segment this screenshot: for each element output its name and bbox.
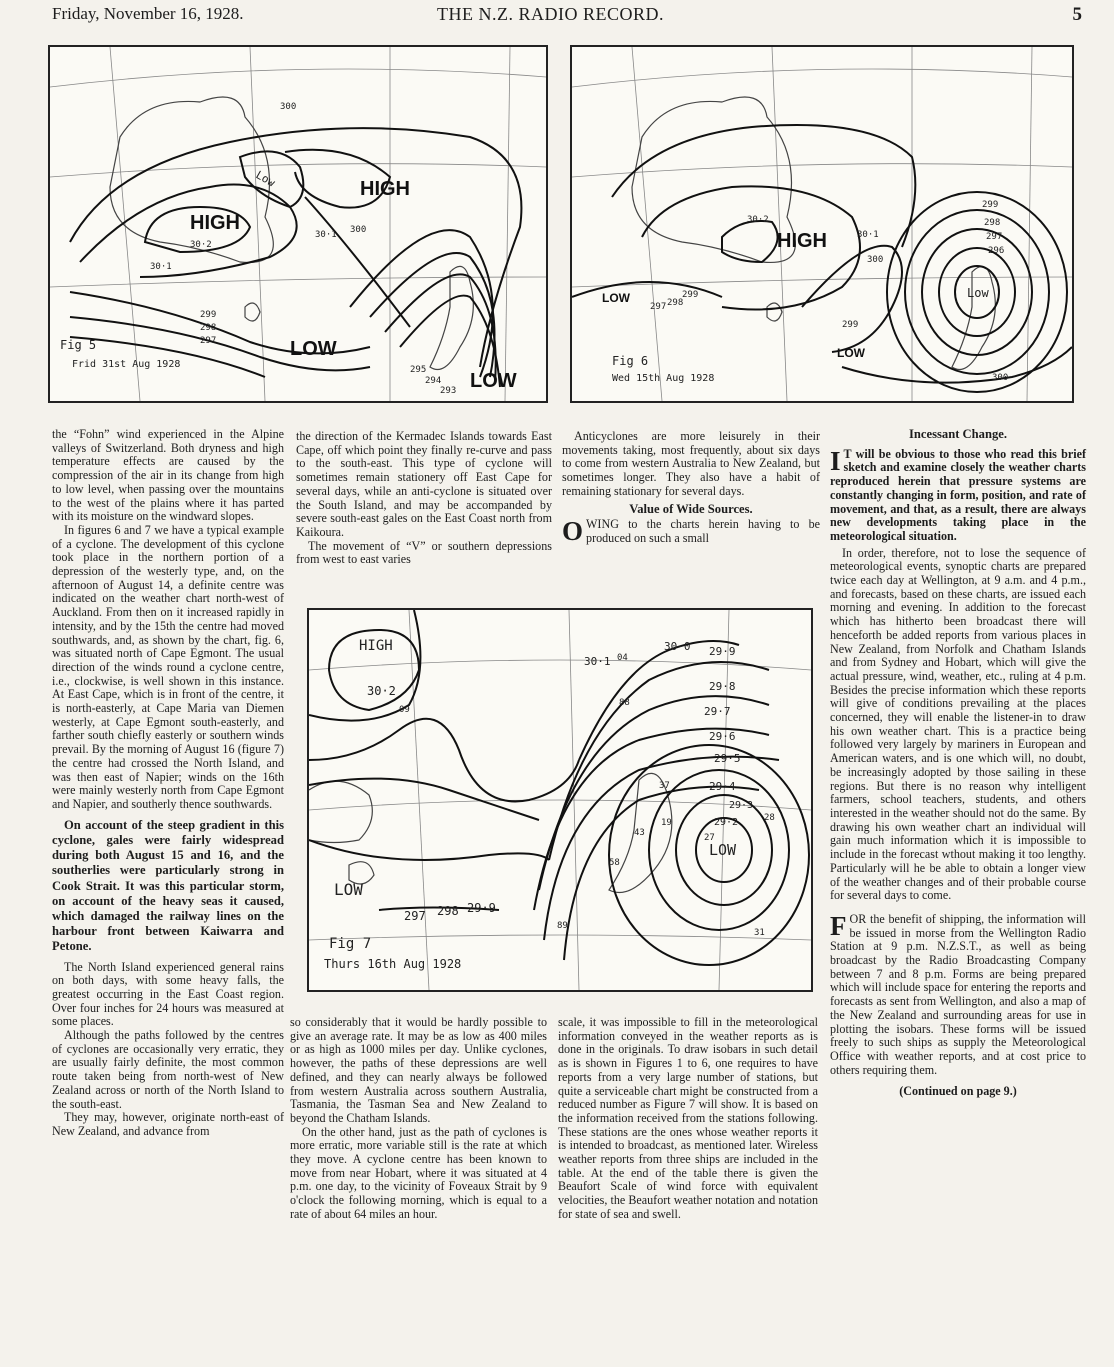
- col3-paragraph-2: WING to the charts herein having to be produced on such a small: [586, 517, 820, 545]
- fig5-caption: Fig 5: [60, 338, 97, 352]
- article-column-2-bottom: [290, 1016, 547, 1222]
- fig5-isobar-299: 299: [200, 310, 217, 320]
- fig5-isobar-297: 297: [200, 336, 217, 346]
- fig5-label-high-2: HIGH: [360, 178, 410, 200]
- fig6-isobar-296: 296: [988, 246, 1005, 256]
- issue-date: Friday, November 16, 1928.: [52, 4, 244, 23]
- page-number: 5: [1072, 4, 1082, 25]
- fig7-isobar-298: 29·8: [709, 680, 736, 693]
- col4-paragraph-2: In order, therefore, not to lose the sequence of meteorological events, synoptic charts are prepared twice each day at Wellington, at 9 a.m. and 4 p.m., and forecasts, based on these charts, are issued each morning and evening. In addition to the forecast which has hitherto been broadcast there will henceforth be added reports from various places in New Zealand, from Norfolk and Chatham Islands and from Sydney and Hobart, which will give the actual pressure, wind, weather, etc., ruling at 4 p.m. Besides the precise information which these reports will give of conditions prevailing at the places concerned, they will enable the listener-in to draw his own weather chart. This is a practice being followed very largely by mariners in European and American waters, and is one which will, no doubt, be increasingly adopted by those sailing in these regions. But there is no reason why intelligent farmers, school teachers, students, and others interested in the weather should not do the same. By drawing his own weather chart an individual will gain much information which it is impossible to include in the forecast wthout making it too lengthy. Particularly will he be able to obtain a longer view of the weather changes and of their probable course for several days to come.: [830, 545, 1086, 903]
- weather-chart-fig7: [307, 608, 813, 992]
- fig6-isobar-297b: 297: [986, 232, 1003, 242]
- fig7-isobar-292: 29·2: [714, 817, 739, 828]
- fig6-isobar-302: 30·2: [747, 215, 769, 225]
- fig7-station-27: 27: [704, 833, 715, 843]
- fig5-label-low-1: LOW: [290, 338, 337, 360]
- fig5-isobar-295: 295: [410, 365, 427, 375]
- col4-drop-cap-1: I: [830, 445, 841, 476]
- fig6-label-low-1: LOW: [602, 291, 630, 305]
- fig7-station-89: 89: [557, 921, 568, 931]
- fig7-isobar-299b: 29·9: [467, 901, 496, 915]
- fig7-isobar-301: 30·1: [584, 655, 611, 668]
- fig6-isobar-299: 299: [682, 290, 699, 300]
- fig5-isobar-301: 30·1: [150, 262, 172, 272]
- col4-drop-cap-2: F: [830, 910, 847, 941]
- fig7-station-58: 58: [609, 858, 620, 868]
- page-header: [52, 4, 1082, 30]
- fig6-isobar-298: 298: [667, 298, 684, 308]
- fig5-isobar-298: 298: [200, 323, 217, 333]
- fig7-isobar-295: 29·5: [714, 752, 741, 765]
- fig5-label-low-2: LOW: [470, 370, 517, 392]
- fig7-isobar-302: 30·2: [367, 684, 396, 698]
- fig5-label-high-1: HIGH: [190, 212, 240, 234]
- fig7-label-low-center: LOW: [709, 841, 737, 859]
- fig7-isobar-293: 29·3: [729, 800, 754, 811]
- fig6-label-high: HIGH: [777, 230, 827, 252]
- fig6-isobar-301: 30·1: [857, 230, 879, 240]
- publication-title: THE N.Z. RADIO RECORD.: [437, 4, 664, 24]
- fig7-label-high: HIGH: [359, 638, 393, 654]
- col1-paragraph-2: In figures 6 and 7 we have a typical example of a cyclone. The development of this cyclone took place in the northern portion of a depression of the westerly type, and, on the afternoon of August 14, a definite centre was indicated on the weather chart north-west of Auckland. From then on it increased rapidly in intensity, and by the 15th the centre had moved southwards, and, as shown by the chart, fig. 6, was situated north of Cape Egmont. The usual direction of the winds round a cyclone centre, i.e., clockwise, is well shown in this instance. At East Cape, which is in front of the centre, it is north-easterly, at Cape Maria van Diemen westerly, at Cape Egmont south-easterly, and farther south chiefly easterly or southern winds prevail. By the morning of August 16 (figure 7) the centre had crossed the North Island, and was then east of Napier; winds on the 16th were mainly westerly north from Cape Egmont and Napier, and southerly thence southwards.: [52, 522, 284, 811]
- fig5-isobar-300b: 300: [350, 225, 367, 235]
- continued-note: (Continued on page 9.): [899, 1084, 1017, 1099]
- fig6-isobar-299b: 299: [982, 200, 999, 210]
- fig6-isobar-299c: 299: [842, 320, 859, 330]
- col4-paragraph-1: T will be obvious to those who read this brief sketch and examine closely the weather charts reproduced herein that pressure systems are constantly changing in form, position, and rate of movement, and that, as a result, there are always new developments taking place in the meteorological situation.: [830, 446, 1086, 543]
- fig7-isobar-297b: 297: [404, 909, 426, 923]
- fig7-station-09: 09: [399, 705, 410, 715]
- fig7-isobar-298b: 298: [437, 904, 459, 918]
- fig6-svg: [572, 47, 1072, 401]
- article-column-3-top: [562, 430, 820, 546]
- col2b-paragraph-1: so considerably that it would be hardly possible to give an average rate. It may be as low as 400 miles or as high as 1000 miles per day. Unlike cyclones, however, the paths of these depressions are well defined, and they can nearly always be followed from western Australia across southern Australia, Tasmania, the Tasman Sea and New Zealand to beyond the Chatham Islands.: [290, 1015, 547, 1125]
- col1-bold-paragraph: On account of the steep gradient in this cyclone, gales were fairly widespread during both August 15 and 16, and the southerlies were particularly strong in Cook Strait. It was this particular storm, on account of the heavy seas it caused, which damaged the railway lines on the harbour front between Kaiwarra and Petone.: [52, 817, 284, 954]
- fig7-isobar-300: 30·0: [664, 640, 691, 653]
- fig7-caption: Fig 7: [329, 936, 372, 952]
- fig5-isobar-294: 294: [425, 376, 442, 386]
- fig6-isobar-297: 297: [650, 302, 667, 312]
- fig5-svg: [50, 47, 546, 401]
- col2b-paragraph-2: On the other hand, just as the path of cyclones is more erratic, more variable still is the rate at which they move. A cyclone centre has been known to move from near Hobart, where it was situated at 4 p.m. one day, to the vicinity of Foveaux Strait by 9 o'clock the following morning, which is equal to a rate of about 64 miles an hour.: [290, 1124, 547, 1221]
- col1-paragraph-3: The North Island experienced general rains on both days, with some heavy falls, the greatest occurring in the East Coast region. Over four inches for 24 hours was measured at some places.: [52, 959, 284, 1029]
- fig7-isobar-294: 29·4: [709, 780, 736, 793]
- fig6-caption: Fig 6: [612, 354, 649, 368]
- fig5-isobar-301b: 30·1: [315, 230, 337, 240]
- col3b-paragraph-1: scale, it was impossible to fill in the meteorological information conveyed in the weather reports as is done in the originals. To draw isobars in such detail as is shown in Figures 1 to 6, one requires to have reports from a very large number of stations, but quite a serviceable chart might be constructed from a reduced number as Figure 7 will show. It is based on the information received from the stations following. These stations are the ones whose weather reports it is intended to broadcast, as mentioned later. Wireless weather reports from three ships are included in the table. At the end of the table there is given the Beaufort Scale of wind force with equivalent velocities, the Beaufort weather notation and notation for state of sea and swell.: [558, 1015, 818, 1221]
- article-column-1: [52, 428, 284, 1139]
- fig7-label-low-1: LOW: [334, 880, 363, 899]
- weather-chart-fig5: [48, 45, 548, 403]
- col4-heading: Incessant Change.: [909, 427, 1007, 441]
- fig7-isobar-299: 29·9: [709, 645, 736, 658]
- fig5-label-low-small: Low: [253, 168, 278, 190]
- col1-paragraph-4: Although the paths followed by the centres of cyclones are occasionally very erratic, they are usually fairly definite, the most common route taken being from north-west of New Zealand across or north of the North Island to the south-east.: [52, 1028, 284, 1111]
- fig6-label-low-center: Low: [967, 286, 989, 300]
- fig7-station-31: 31: [754, 928, 765, 938]
- fig7-station-37: 37: [659, 781, 670, 791]
- fig7-svg: [309, 610, 811, 990]
- fig6-date: Wed 15th Aug 1928: [612, 373, 715, 384]
- fig7-isobar-296: 29·6: [709, 730, 736, 743]
- fig7-station-28: 28: [764, 813, 775, 823]
- fig7-station-19: 19: [661, 818, 672, 828]
- fig5-isobar-300: 300: [280, 102, 297, 112]
- col3-drop-cap: O: [562, 516, 584, 547]
- col3-paragraph-1: Anticyclones are more leisurely in their movements taking, most frequently, about six days to come from western Australia to New Zealand, but sometimes longer. They also have a habit of remaining stationary for several days.: [562, 429, 820, 498]
- fig7-date: Thurs 16th Aug 1928: [324, 957, 462, 971]
- col3-heading: Value of Wide Sources.: [629, 501, 753, 516]
- fig6-isobar-298b: 298: [984, 218, 1001, 228]
- article-column-4: [830, 428, 1086, 1099]
- fig6-isobar-300b: 300: [992, 373, 1009, 383]
- weather-chart-fig6: [570, 45, 1074, 403]
- fig7-station-43: 43: [634, 828, 645, 838]
- article-column-3-bottom: [558, 1016, 818, 1222]
- fig5-isobar-293: 293: [440, 386, 457, 396]
- col2-paragraph-1: the direction of the Kermadec Islands towards East Cape, off which point they finally re-curve and pass to the south-east. This type of cyclone will sometimes remain stationery off East Cape for several days, while an anti-cyclone is situated over the South Island, and may be accompanded by severe south-east gales on the East Coast north from Kaikoura.: [296, 429, 552, 539]
- col2-paragraph-2: The movement of “V” or southern depressions from west to east varies: [296, 538, 552, 567]
- fig6-label-low-2: LOW: [837, 346, 865, 360]
- col1-paragraph-1: the “Fohn” wind experienced in the Alpine valleys of Switzerland. Both dryness and high temperature effects are caused by the compression of the air in its change from high to low level, when passing over the mountains to the west of the plains where it has parted with its moisture on the windward slopes.: [52, 427, 284, 524]
- fig6-isobar-300: 300: [867, 255, 884, 265]
- fig7-station-88: 88: [619, 698, 630, 708]
- fig7-station-04: 04: [617, 653, 628, 663]
- article-column-2-top: [296, 430, 552, 567]
- fig5-date: Frid 31st Aug 1928: [72, 359, 181, 370]
- col4-paragraph-3: OR the benefit of shipping, the information will be issued in morse from the Wellington Radio Station at 9 p.m. N.Z.S.T., as well as being broadcast by the Radio Broadcasting Company between 7 and 8 p.m. Forms are being prepared which will include space for entering the reports and forecasts as sent from Wellington, and also a map of the New Zealand and surrounding areas for use in plotting the isobars. These forms will be issued freely to such ships as supply the Meteorological Office with weather reports, and at cost price to others requiring them.: [830, 911, 1086, 1077]
- fig7-isobar-297: 29·7: [704, 705, 731, 718]
- col1-paragraph-5: They may, however, originate north-east of New Zealand, and advance from: [52, 1110, 284, 1138]
- fig5-isobar-302: 30·2: [190, 240, 212, 250]
